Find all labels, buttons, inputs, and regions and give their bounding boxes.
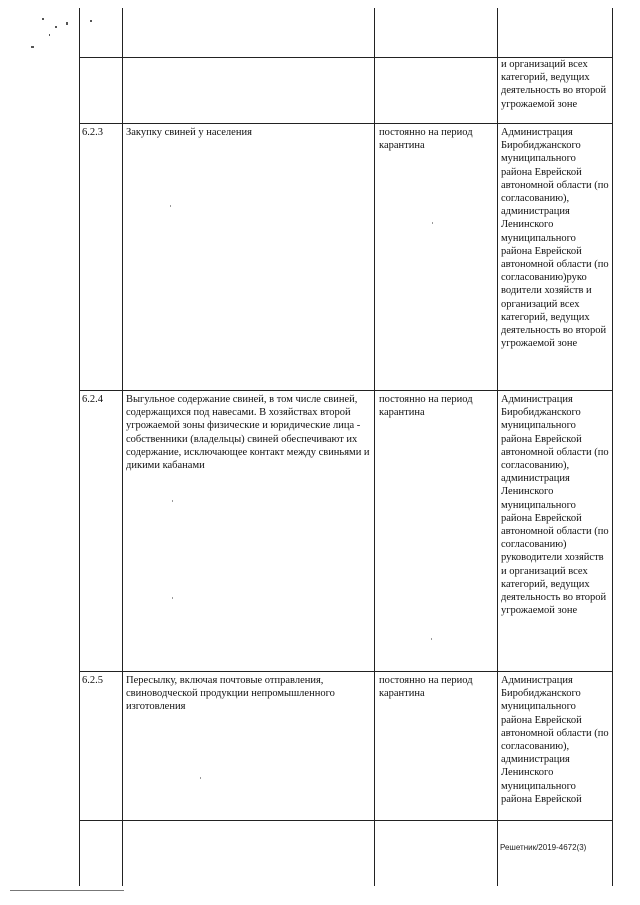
row-number: 6.2.4 <box>82 394 103 405</box>
scan-edge-line <box>10 890 124 891</box>
scan-speck <box>431 638 432 640</box>
scan-speck <box>31 46 34 48</box>
scan-speck <box>66 22 68 25</box>
scan-speck <box>170 205 171 207</box>
scan-speck <box>49 34 50 36</box>
row-divider-1 <box>79 123 613 124</box>
row-term: постоянно на период карантина <box>379 394 473 419</box>
row-responsible: Администрация Биробиджанского муниципального района Еврейской автономной области (по согласованию), администрация Ленинского муниципального района Еврейской <box>501 675 609 805</box>
row-measure: Выгульное содержание свиней, в том числе свиней, содержащихся под навесами. В хозяйствах второй угрожаемой зоны физические и юридические лица - собственники (владельцы) свиней обеспечивают их содержание, исключающее контакт между свиньями и дикими кабанами <box>126 394 370 472</box>
scan-speck <box>172 597 173 599</box>
table-border-left <box>79 8 80 886</box>
row-number: 6.2.3 <box>82 127 103 138</box>
row-divider-3 <box>79 671 613 672</box>
row-divider-2 <box>79 390 613 391</box>
continuation-responsible: и организаций всех категорий, ведущих деятельность во второй угрожаемой зоне <box>501 59 607 110</box>
row-responsible: Администрация Биробиджанского муниципального района Еврейской автономной области (по согласованию), администрация Ленинского муниципального района Еврейской автономной области (по согласованию) руководители хозяйств и организаций всех категорий, ведущих деятельность во второй угрожаемой зоне <box>501 394 609 617</box>
scan-speck <box>432 222 433 224</box>
table-border-right <box>612 8 613 886</box>
table-col-divider-3 <box>497 8 498 886</box>
table-col-divider-2 <box>374 8 375 886</box>
scan-speck <box>55 26 57 28</box>
table-bottom-line <box>79 820 613 821</box>
scan-speck <box>90 20 92 22</box>
scan-speck <box>200 777 201 779</box>
row-measure: Закупку свиней у населения <box>126 127 252 138</box>
scan-speck <box>42 18 44 20</box>
row-measure: Пересылку, включая почтовые отправления, свиноводческой продукции непромышленного изготовления <box>126 675 335 713</box>
table-col-divider-1 <box>122 8 123 886</box>
row-term: постоянно на период карантина <box>379 127 473 152</box>
row-responsible: Администрация Биробиджанского муниципального района Еврейской автономной области (по согласованию), администрация Ленинского муниципального района Еврейской автономной области (по согласованию)руко водители хозяйств и организаций всех категорий, ведущих деятельность во второй угрожаемой зоне <box>501 127 609 350</box>
row-term: постоянно на период карантина <box>379 675 473 700</box>
scan-speck <box>172 500 173 502</box>
document-code: Решетник/2019-4672(3) <box>500 843 587 852</box>
row-number: 6.2.5 <box>82 675 103 686</box>
